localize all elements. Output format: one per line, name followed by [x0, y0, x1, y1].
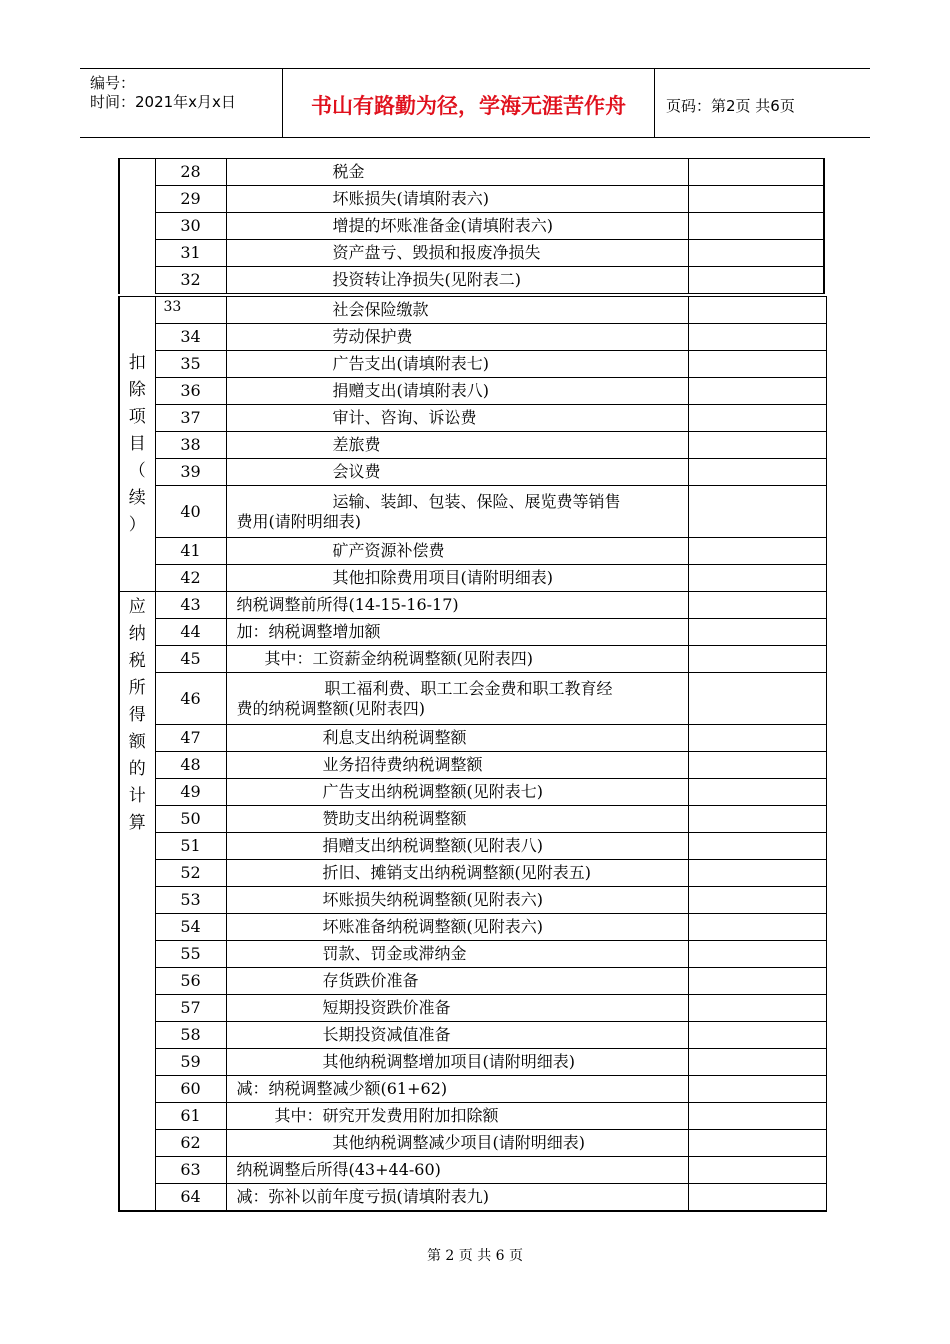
- table-row: [119, 159, 824, 186]
- row-number: 62: [155, 1130, 226, 1157]
- row-value: [688, 565, 826, 592]
- row-item: 广告支出(请填附表七): [226, 351, 688, 378]
- page-footer: 第 2 页 共 6 页: [426, 1248, 524, 1264]
- row-item: [226, 486, 688, 538]
- group-char: 算: [128, 813, 146, 833]
- row-item: 投资转让净损失(见附表二): [226, 267, 688, 294]
- row-value: [688, 968, 826, 995]
- row-item: 其中：研究开发费用附加扣除额: [226, 1103, 688, 1130]
- row-number: 51: [155, 833, 226, 860]
- table-row: [119, 1130, 826, 1157]
- group-label-deductions: [119, 297, 155, 592]
- group-label-taxable-income: [119, 592, 155, 1211]
- table-row: [119, 592, 826, 619]
- table-row: [119, 351, 826, 378]
- table-row: [119, 186, 824, 213]
- table-row: [119, 213, 824, 240]
- table-row: [119, 297, 826, 324]
- row-number: 54: [155, 914, 226, 941]
- row-value: [688, 1157, 826, 1184]
- row-item: 税金: [226, 159, 688, 186]
- row-value: [688, 267, 824, 294]
- page-header: [80, 68, 870, 138]
- row-value: [688, 240, 824, 267]
- row-number: 57: [155, 995, 226, 1022]
- row-item-line: 费用(请附明细表): [236, 511, 361, 531]
- row-number: 32: [155, 267, 226, 294]
- table-row: [119, 914, 826, 941]
- group-char: 计: [128, 786, 146, 806]
- table-row: [119, 432, 826, 459]
- row-item: 矿产资源补偿费: [226, 538, 688, 565]
- row-value: [688, 297, 826, 324]
- row-item: 坏账准备纳税调整额(见附表六): [226, 914, 688, 941]
- table-row: [119, 1157, 826, 1184]
- table-row: [119, 538, 826, 565]
- group-char: 目: [128, 433, 146, 454]
- row-value: [688, 752, 826, 779]
- row-value: [688, 1076, 826, 1103]
- table-row: [119, 725, 826, 752]
- row-number: 38: [155, 432, 226, 459]
- row-number: 45: [155, 646, 226, 673]
- row-item: 坏账损失(请填附表六): [226, 186, 688, 213]
- table-row: [119, 646, 826, 673]
- row-item: 其他纳税调整增加项目(请附明细表): [226, 1049, 688, 1076]
- row-item: 捐赠支出纳税调整额(见附表八): [226, 833, 688, 860]
- row-number: 42: [155, 565, 226, 592]
- row-value: [688, 1049, 826, 1076]
- row-item: 减：弥补以前年度亏损(请填附表九): [226, 1184, 688, 1211]
- row-item: 增提的坏账准备金(请填附表六): [226, 213, 688, 240]
- row-number: 35: [155, 351, 226, 378]
- row-number: 39: [155, 459, 226, 486]
- table-continuation: [118, 158, 825, 294]
- row-item: [226, 673, 688, 725]
- row-item: 利息支出纳税调整额: [226, 725, 688, 752]
- row-value: [688, 213, 824, 240]
- row-item: 折旧、摊销支出纳税调整额(见附表五): [226, 860, 688, 887]
- header-info: [80, 69, 283, 137]
- row-value: [688, 486, 826, 538]
- table-row: [119, 378, 826, 405]
- row-number: 30: [155, 213, 226, 240]
- row-item: 其他纳税调整减少项目(请附明细表): [226, 1130, 688, 1157]
- row-value: [688, 941, 826, 968]
- row-item-line: 运输、装卸、包装、保险、展览费等销售: [332, 491, 621, 511]
- table-row: [119, 1103, 826, 1130]
- row-number: 43: [155, 592, 226, 619]
- row-value: [688, 1022, 826, 1049]
- row-item: 长期投资减值准备: [226, 1022, 688, 1049]
- row-value: [688, 860, 826, 887]
- table-row: [119, 240, 824, 267]
- row-item: 捐赠支出(请填附表八): [226, 378, 688, 405]
- row-item: 纳税调整后所得(43+44-60): [226, 1157, 688, 1184]
- row-value: [688, 1184, 826, 1211]
- row-item-line: 费的纳税调整额(见附表四): [236, 698, 425, 718]
- row-value: [688, 833, 826, 860]
- table-row: [119, 565, 826, 592]
- row-value: [688, 646, 826, 673]
- table-main: [118, 296, 827, 1212]
- group-char: ）: [128, 514, 146, 535]
- row-number: 61: [155, 1103, 226, 1130]
- row-number: 56: [155, 968, 226, 995]
- group-char: 扣: [128, 352, 146, 373]
- row-value: [688, 995, 826, 1022]
- row-number: 55: [155, 941, 226, 968]
- table-row: [119, 459, 826, 486]
- row-item: 其中：工资薪金纳税调整额(见附表四): [226, 646, 688, 673]
- table-row: [119, 752, 826, 779]
- row-item: 广告支出纳税调整额(见附表七): [226, 779, 688, 806]
- table-row: [119, 860, 826, 887]
- row-value: [688, 673, 826, 725]
- row-item: 业务招待费纳税调整额: [226, 752, 688, 779]
- table-row: [119, 1076, 826, 1103]
- row-value: [688, 186, 824, 213]
- group-char: 续: [128, 487, 146, 508]
- row-number: 41: [155, 538, 226, 565]
- row-number: 31: [155, 240, 226, 267]
- row-value: [688, 592, 826, 619]
- table-row: [119, 941, 826, 968]
- group-char: 所: [128, 678, 146, 698]
- row-value: [688, 324, 826, 351]
- row-item: 劳动保护费: [226, 324, 688, 351]
- row-number: 53: [155, 887, 226, 914]
- row-item: 差旅费: [226, 432, 688, 459]
- table-row: [119, 405, 826, 432]
- table-row: [119, 887, 826, 914]
- row-item: 罚款、罚金或滞纳金: [226, 941, 688, 968]
- row-item: 审计、咨询、诉讼费: [226, 405, 688, 432]
- group-char: （: [128, 460, 146, 481]
- row-number: 49: [155, 779, 226, 806]
- row-item: 纳税调整前所得(14-15-16-17): [226, 592, 688, 619]
- table-row: [119, 1049, 826, 1076]
- group-label-empty: [119, 159, 155, 294]
- row-value: [688, 351, 826, 378]
- row-value: [688, 779, 826, 806]
- table-row: [119, 267, 824, 294]
- row-value: [688, 159, 824, 186]
- group-char: 除: [128, 379, 146, 400]
- group-char: 项: [128, 406, 146, 427]
- row-value: [688, 1130, 826, 1157]
- group-char: 额: [128, 732, 146, 752]
- group-char: 税: [128, 651, 146, 671]
- row-number: 47: [155, 725, 226, 752]
- row-value: [688, 1103, 826, 1130]
- row-value: [688, 432, 826, 459]
- code-label: 编号：: [90, 74, 136, 92]
- row-item: 资产盘亏、毁损和报废净损失: [226, 240, 688, 267]
- row-value: [688, 806, 826, 833]
- table-row: [119, 968, 826, 995]
- table-row: [119, 779, 826, 806]
- row-number: 46: [155, 673, 226, 725]
- row-item: 会议费: [226, 459, 688, 486]
- time-label: 时间：2021年x月x日: [90, 93, 236, 111]
- row-number: 58: [155, 1022, 226, 1049]
- table-row: [119, 324, 826, 351]
- row-number: 40: [155, 486, 226, 538]
- row-item: 存货跌价准备: [226, 968, 688, 995]
- row-number: 52: [155, 860, 226, 887]
- row-number: 29: [155, 186, 226, 213]
- header-motto: 书山有路勤为径，学海无涯苦作舟: [283, 69, 655, 137]
- group-char: 纳: [128, 624, 146, 644]
- row-number: 63: [155, 1157, 226, 1184]
- group-char: 得: [128, 705, 146, 725]
- row-value: [688, 725, 826, 752]
- row-number: 60: [155, 1076, 226, 1103]
- row-item: 加：纳税调整增加额: [226, 619, 688, 646]
- row-item: 社会保险缴款: [226, 297, 688, 324]
- table-row: [119, 995, 826, 1022]
- table-row: [119, 486, 826, 538]
- group-char: 应: [128, 597, 146, 617]
- row-number: 37: [155, 405, 226, 432]
- row-item: 其他扣除费用项目(请附明细表): [226, 565, 688, 592]
- table-row: [119, 833, 826, 860]
- row-item: 减：纳税调整减少额(61+62): [226, 1076, 688, 1103]
- row-number: 50: [155, 806, 226, 833]
- group-char: 的: [128, 759, 146, 779]
- table-row: [119, 1184, 826, 1211]
- table-row: [119, 806, 826, 833]
- row-value: [688, 459, 826, 486]
- table-row: [119, 673, 826, 725]
- row-value: [688, 887, 826, 914]
- row-number: 34: [155, 324, 226, 351]
- row-item: 赞助支出纳税调整额: [226, 806, 688, 833]
- row-value: [688, 405, 826, 432]
- row-number: 59: [155, 1049, 226, 1076]
- table-row: [119, 619, 826, 646]
- row-number: 48: [155, 752, 226, 779]
- row-item: 坏账损失纳税调整额(见附表六): [226, 887, 688, 914]
- row-number: 36: [155, 378, 226, 405]
- row-number: 33: [155, 297, 226, 324]
- header-page-label: 页码：第2页 共6页: [666, 96, 795, 115]
- row-number: 64: [155, 1184, 226, 1211]
- row-value: [688, 538, 826, 565]
- row-item-line: 职工福利费、职工工会金费和职工教育经: [324, 678, 613, 698]
- row-item: 短期投资跌价准备: [226, 995, 688, 1022]
- row-number: 28: [155, 159, 226, 186]
- row-value: [688, 619, 826, 646]
- row-value: [688, 914, 826, 941]
- row-value: [688, 378, 826, 405]
- row-number: 44: [155, 619, 226, 646]
- table-row: [119, 1022, 826, 1049]
